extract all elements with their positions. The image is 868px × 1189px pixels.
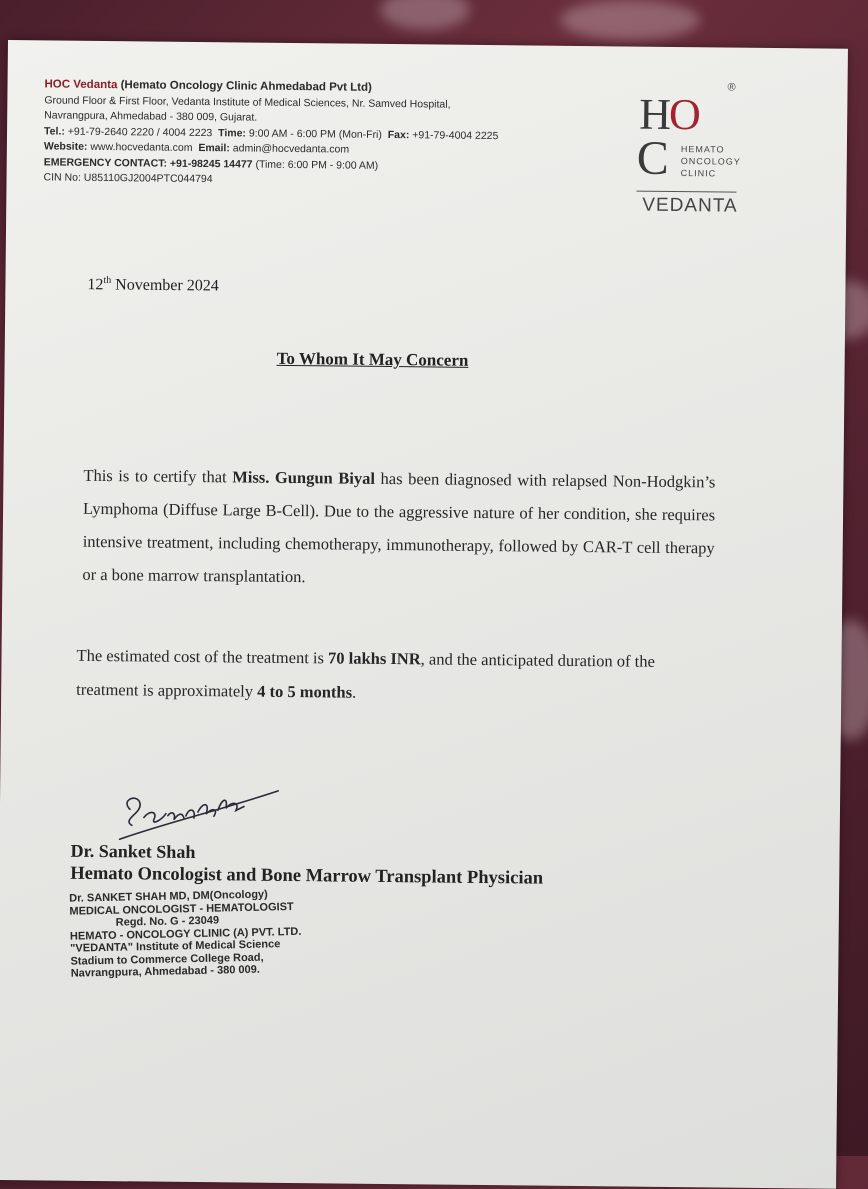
doctor-stamp: Dr. SANKET SHAH MD, DM(Oncology) MEDICAL ONCOLOGIST - HEMATOLOGIST Regd. No. G - 23049 HEMATO - ONCOLOGY CLINIC (A) PVT. LTD. "VEDANTA" Institute of Medical Science Stadium to Commerce College Road, Navrangpura, Ahmedabad - 380 009.: [69, 888, 302, 980]
letterhead: [43, 77, 498, 190]
certificate-paragraph: This is to certify that Miss. Gungun Biyal has been diagnosed with relapsed Non-Hodgkin’s Lymphoma (Diffuse Large B-Cell). Due to the aggressive nature of her condition, she requires intensive treatment, including chemotherapy, immunotherapy, followed by CAR-T cell therapy or a bone marrow transplantation.: [82, 465, 716, 587]
logo-words: HEMATO ONCOLOGY CLINIC: [680, 144, 741, 179]
signatory-title: Hemato Oncologist and Bone Marrow Transplant Physician: [70, 863, 544, 889]
treatment-cost: 70 lakhs INR: [327, 648, 421, 669]
contact-line: Tel.: +91-79-2640 2220 / 4004 2223 Time: 9:00 AM - 6:00 PM (Mon-Fri) Fax: +91-79-4004 2225: [43, 124, 499, 142]
logo-ho: HO: [639, 89, 700, 140]
logo-c: C: [636, 131, 670, 185]
logo-divider: [636, 191, 736, 193]
cin-number: CIN No: U85110GJ2004PTC044794: [43, 171, 213, 186]
registered-mark: ®: [727, 81, 736, 94]
signatory-name: Dr. Sanket Shah: [70, 840, 196, 863]
address-line-1: Ground Floor & First Floor, Vedanta Institute of Medical Sciences, Nr. Samved Hospital,: [44, 93, 451, 111]
treatment-duration: 4 to 5 months: [257, 681, 353, 702]
logo-vedanta: VEDANTA: [642, 194, 738, 217]
cost-paragraph: The estimated cost of the treatment is 70 lakhs INR, and the anticipated duration of the treatment is approximately 4 to 5 months.: [76, 645, 655, 702]
fabric-pattern: [380, 0, 470, 30]
patient-name: Miss. Gungun Biyal: [232, 467, 376, 488]
fabric-pattern: [560, 0, 700, 40]
letter-subject: To Whom It May Concern: [276, 348, 469, 370]
web-line: Website: www.hocvedanta.com Email: admin@hocvedanta.com: [43, 140, 350, 156]
letter-paper: [0, 40, 848, 1189]
org-name: HOC Vedanta (Hemato Oncology Clinic Ahmedabad Pvt Ltd): [44, 78, 372, 94]
letter-date: 12th November 2024: [87, 275, 219, 295]
address-line-2: Navrangpura, Ahmedabad - 380 009, Gujarat.: [44, 109, 258, 124]
emergency-line: EMERGENCY CONTACT: +91-98245 14477 (Time: 6:00 PM - 9:00 AM): [43, 155, 379, 172]
handwritten-signature: [110, 769, 281, 851]
hoc-vedanta-logo: [636, 81, 747, 218]
